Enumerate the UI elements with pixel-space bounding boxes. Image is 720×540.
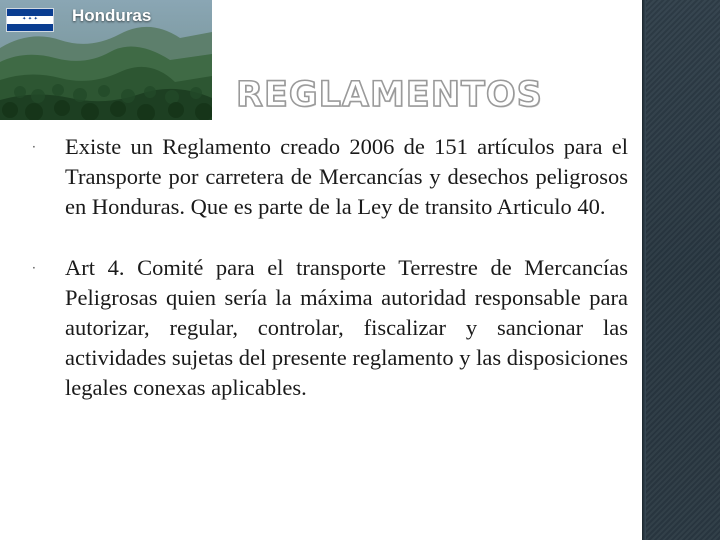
bullet-dot-icon: · [32, 140, 36, 154]
flag-band-bottom [7, 24, 53, 31]
bullet-list [28, 132, 628, 434]
bullet-item-1 [28, 132, 628, 222]
sidebar-edge [642, 0, 646, 540]
honduras-flag-icon [6, 8, 54, 32]
header-landscape-photo [0, 0, 212, 120]
flag-band-top [7, 9, 53, 16]
decorative-sidebar [642, 0, 720, 540]
bullet-item-2 [28, 253, 628, 403]
bullet-text-2: Art 4. Comité para el transporte Terrestre de Mercancías Peligrosas quien sería la máxima autoridad responsable para autorizar, regular, controlar, fiscalizar y sancionar las actividades sujetas del presente reglamento y las disposiciones legales conexas aplicables. [65, 255, 628, 400]
flag-stars: ✦ ✦ ✦ [22, 16, 38, 23]
country-name: Honduras [72, 6, 152, 25]
slide-title: REGLAMENTOS [236, 75, 543, 115]
bullet-text-1: Existe un Reglamento creado 2006 de 151 artículos para el Transporte por carretera de Mercancías y desechos peligrosos en Honduras. Que es parte de la Ley de transito Articulo 40. [65, 134, 628, 219]
bullet-dot-icon: · [32, 261, 36, 275]
